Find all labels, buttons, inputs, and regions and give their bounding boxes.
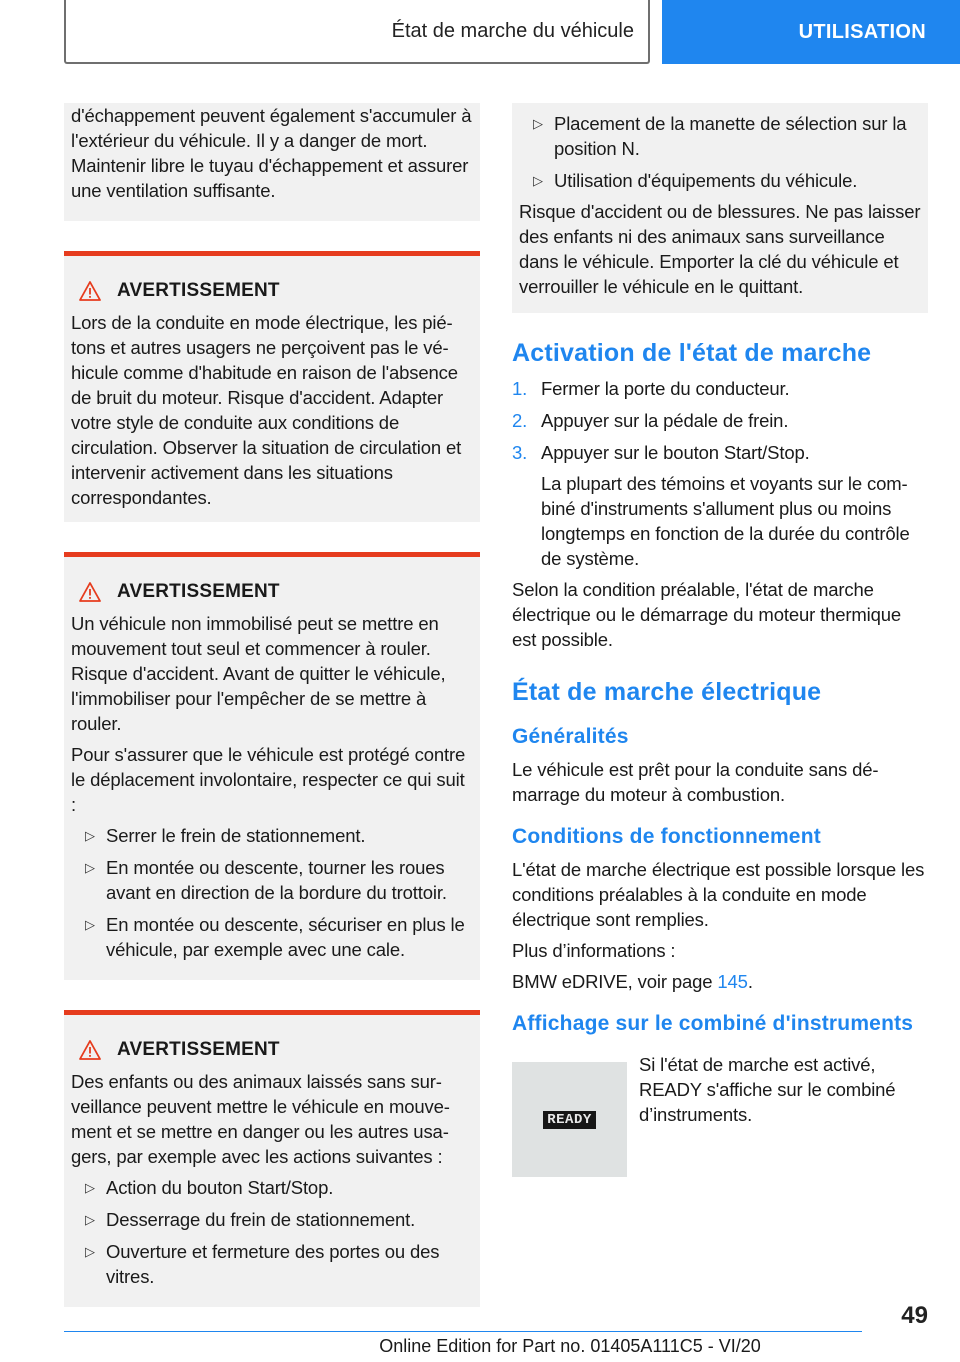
- right-column: [512, 103, 928, 1177]
- header-section-title: [64, 0, 650, 64]
- electric-heading: État de marche électrique: [512, 678, 822, 706]
- warning-children-continued: [512, 103, 928, 313]
- conditions-text: L'état de marche électrique est possible lorsque les conditions préalables à la conduite en mode électrique sont remplies.: [512, 859, 925, 930]
- bullet-triangle-icon: ▷: [85, 917, 95, 932]
- conditions-heading: Conditions de fonctionnement: [512, 825, 821, 848]
- warning-text: Lors de la conduite en mode électrique, les piétons et autres usagers ne perçoivent pas le véhicule comme d'habitude en raison de l'absence de bruit du moteur. Risque d'accident. Adapter votre style de conduite aux conditions de circulation. Observer la situation de circulation et intervenir activement dans les situations correspondantes.: [71, 312, 462, 508]
- warning-text: Des enfants ou des animaux laissés sans surveillance peuvent mettre le véhicule en mouvement et se mettre en danger ou les autres usagers, par exemple avec les actions suivantes :: [71, 1071, 450, 1167]
- warning-title: AVERTISSEMENT: [117, 581, 280, 602]
- warning-title: AVERTISSEMENT: [117, 1039, 280, 1060]
- display-section: [512, 1052, 928, 1177]
- list-item: ▷ Serrer le frein de stationnement.: [85, 825, 366, 846]
- warning-triangle-icon: [79, 582, 101, 602]
- warning-list: [71, 823, 473, 962]
- activation-note: Selon la condition préalable, l'état de marche électrique ou le démarrage du moteur thermique est possible.: [512, 579, 902, 650]
- bullet-triangle-icon: ▷: [85, 1212, 95, 1227]
- warning-triangle-icon: [79, 281, 101, 301]
- list-item: ▷ Ouverture et fermeture des portes ou des vitres.: [85, 1241, 440, 1287]
- chapter-title: UTILISATION: [798, 20, 926, 43]
- bullet-triangle-icon: ▷: [533, 116, 543, 131]
- display-text: Si l'état de marche est activé, READY s'affiche sur le combiné d’instruments.: [639, 1054, 896, 1125]
- more-info-label: Plus d’informations :: [512, 940, 676, 961]
- warning-header: [79, 1039, 473, 1061]
- warning-list: [519, 111, 921, 193]
- list-item: ▷ Action du bouton Start/Stop.: [85, 1177, 334, 1198]
- step-item: 1. Fermer la porte du conducteur.: [512, 378, 790, 399]
- ready-badge: READY: [543, 1111, 596, 1129]
- warning-children-animals: [64, 1010, 480, 1307]
- bullet-triangle-icon: ▷: [85, 1244, 95, 1259]
- footer-edition: Online Edition for Part no. 01405A111C5 - VI/20: [379, 1336, 761, 1356]
- exhaust-warning-continued: [64, 103, 480, 221]
- page-link[interactable]: 145: [717, 971, 748, 992]
- step-item: 3. Appuyer sur le bouton Start/Stop.: [512, 442, 810, 463]
- warning-text: Pour s'assurer que le véhicule est protégé contre le déplacement involontaire, respecter ce qui suit :: [71, 744, 466, 815]
- warning-electric-driving: [64, 251, 480, 522]
- bullet-triangle-icon: ▷: [85, 828, 95, 843]
- page-reference: BMW eDRIVE, voir page 145.: [512, 971, 753, 992]
- list-item: ▷ Desserrage du frein de stationnement.: [85, 1209, 416, 1230]
- list-item: ▷ En montée ou descente, sécuriser en plus le véhicule, par exemple avec une cale.: [85, 914, 465, 960]
- display-heading: Affichage sur le combiné d'instruments: [512, 1012, 914, 1035]
- list-item: ▷ Placement de la manette de sélection sur la position N.: [533, 113, 907, 159]
- header-chapter-tab[interactable]: [662, 0, 960, 64]
- list-item: ▷ Utilisation d'équipements du véhicule.: [533, 170, 858, 191]
- activation-heading: Activation de l'état de marche: [512, 339, 872, 367]
- activation-steps: [512, 376, 928, 465]
- warning-title: AVERTISSEMENT: [117, 280, 280, 301]
- general-heading: Généralités: [512, 725, 629, 748]
- list-item: ▷ En montée ou descente, tourner les roues avant en direction de la bordure du trottoir.: [85, 857, 447, 903]
- bullet-triangle-icon: ▷: [85, 860, 95, 875]
- warning-header: [79, 280, 473, 302]
- general-text: Le véhicule est prêt pour la conduite sans démarrage du moteur à combustion.: [512, 759, 879, 805]
- step-note: La plupart des témoins et voyants sur le combiné d'instruments s'allument plus ou moins longtemps en fonction de la durée du contrôle de système.: [541, 473, 910, 569]
- step-item: 2. Appuyer sur la pédale de frein.: [512, 410, 789, 431]
- footer-divider: [64, 1331, 862, 1332]
- bullet-triangle-icon: ▷: [85, 1180, 95, 1195]
- page-number: 49: [901, 1302, 928, 1329]
- instrument-display-image: [512, 1062, 627, 1177]
- warning-header: [79, 581, 473, 603]
- left-column: [64, 103, 480, 1307]
- warning-triangle-icon: [79, 1040, 101, 1060]
- exhaust-warning-text: d'échappement peuvent également s'accumuler à l'extérieur du véhicule. Il y a danger de mort. Maintenir libre le tuyau d'échappement et assurer une ventilation suffisante.: [71, 105, 472, 201]
- warning-text: Risque d'accident ou de blessures. Ne pas laisser des enfants ni des animaux sans surveillance dans le véhicule. Emporter la clé du véhicule et verrouiller le véhicule en le quittant.: [519, 201, 921, 297]
- warning-text: Un véhicule non immobilisé peut se mettre en mouvement tout seul et commencer à rouler. Risque d'accident. Avant de quitter le véhicule, l'immobiliser pour l'empêcher de se mettre à rouler.: [71, 613, 446, 734]
- bullet-triangle-icon: ▷: [533, 173, 543, 188]
- warning-list: [71, 1175, 473, 1289]
- warning-vehicle-rolling: [64, 552, 480, 980]
- section-title: État de marche du véhicule: [391, 19, 634, 42]
